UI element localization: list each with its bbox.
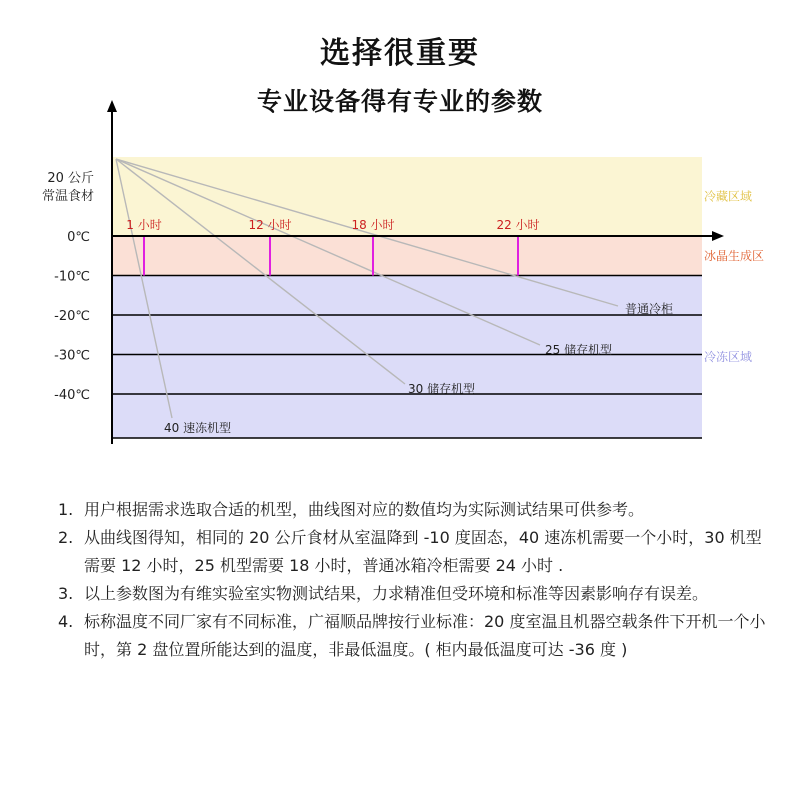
- y-tick-label: 0℃: [67, 230, 90, 245]
- y-axis-arrow: [107, 100, 117, 112]
- note-number: 4.: [58, 612, 74, 631]
- y-tick-label: 20 公斤: [47, 171, 94, 186]
- note-text: 以上参数图为有维实验室实物测试结果，力求精准但受环境和标准等因素影响存有误差。: [84, 584, 709, 603]
- y-tick-label: -10℃: [54, 269, 90, 285]
- zone-label: 冷藏区域: [704, 189, 753, 204]
- y-tick-label: -40℃: [54, 388, 90, 403]
- notes-list: [58, 496, 768, 664]
- note-item: [58, 496, 768, 524]
- series-label: 普通冷柜: [625, 302, 674, 316]
- note-text: 从曲线图得知，相同的 20 公斤食材从室温降到 -10 度固态，40 速冻机需要一个小时，30 机型需要 12 小时，25 机型需要 18 小时，普通冰箱冷柜需要 24 小时 .: [84, 528, 762, 575]
- zone-label: 冷冻区域: [704, 349, 753, 364]
- series-label: 25 储存机型: [545, 343, 613, 357]
- series-label: 30 储存机型: [408, 382, 476, 396]
- zone-band: [112, 276, 702, 439]
- note-number: 2.: [58, 528, 74, 547]
- x-axis-arrow: [712, 231, 724, 241]
- note-number: 1.: [58, 500, 74, 519]
- note-text: 标称温度不同厂家有不同标准，广福顺品牌按行业标准：20 度室温且机器空载条件下开机一个小时，第 2 盘位置所能达到的温度，非最低温度。( 柜内最低温度可达 -36 度 ): [84, 612, 766, 659]
- y-tick-label: -30℃: [54, 348, 90, 364]
- time-marker-label: 18 小时: [351, 218, 395, 232]
- time-marker-label: 12 小时: [248, 218, 292, 232]
- page-title: 选择很重要: [320, 36, 480, 71]
- y-tick-label: 常温食材: [41, 189, 94, 204]
- note-item: [58, 580, 768, 608]
- y-tick-label: -20℃: [54, 309, 90, 324]
- zone-label: 冰晶生成区: [704, 248, 765, 263]
- series-label: 40 速冻机型: [164, 421, 232, 435]
- page-subtitle: 专业设备得有专业的参数: [256, 87, 543, 116]
- time-marker-label: 22 小时: [496, 218, 540, 232]
- time-marker-label: 1 小时: [126, 218, 162, 232]
- note-text: 用户根据需求选取合适的机型，曲线图对应的数值均为实际测试结果可供参考。: [84, 500, 645, 519]
- note-item: [58, 524, 768, 580]
- note-number: 3.: [58, 584, 74, 603]
- note-item: [58, 608, 768, 664]
- zone-band: [112, 236, 702, 276]
